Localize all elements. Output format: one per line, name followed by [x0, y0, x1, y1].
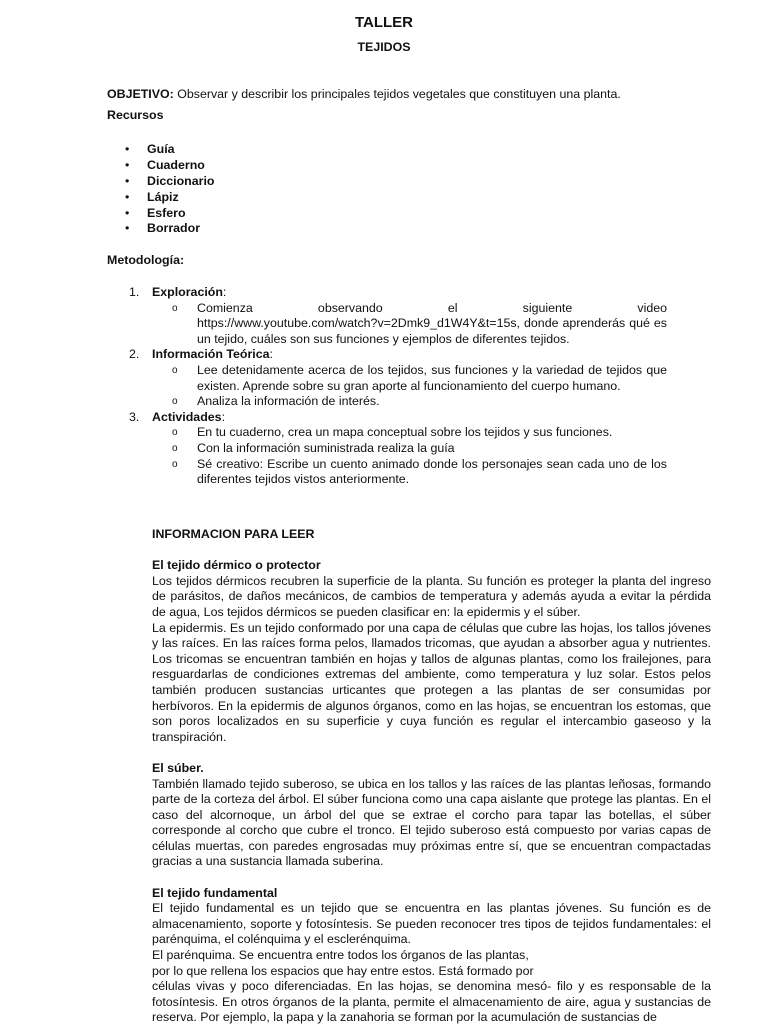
step-subitems — [152, 301, 667, 348]
step-activities — [107, 410, 667, 488]
resource-item: • Esfero — [107, 206, 214, 222]
step-suffix: : — [221, 409, 226, 424]
resource-item: • Diccionario — [107, 174, 214, 190]
step-number: 3. — [129, 409, 140, 424]
step-title: Información Teórica — [152, 347, 270, 362]
document-subtitle: TEJIDOS — [357, 40, 411, 54]
objective-paragraph — [107, 87, 727, 103]
suber-heading: El súber. — [152, 760, 204, 775]
step-suffix: : — [222, 285, 227, 299]
resource-item: • Lápiz — [107, 190, 214, 206]
step-theory — [107, 347, 667, 409]
resource-item: • Borrador — [107, 221, 214, 237]
epidermis-paragraph: La epidermis. Es un tejido conformado por una capa de células que cubre las hojas, los tallos jóvenes y las raíces. En las raíces forma pelos, llamados tricomas, que ayudan a absorber agua y nutrientes. Los tricomas se encuentran también en hojas y tallos de algunas plantas, como los frailejones, para resguardarlas de condiciones extremas del ambiente, como temperatura y luz solar. Estos pelos también producen sustancias urticantes que protegen a las plantas de ser consumidas por herbívoros. En la epidermis de algunos órganos, como en las hojas, se encuentran los estomas, que son poros localizados en su superficie y cuya función es regular el intercambio gaseoso y la transpiración. — [152, 620, 711, 744]
step-subitem — [152, 363, 667, 394]
step-title: Exploración — [152, 285, 223, 299]
fundamental-heading: El tejido fundamental — [152, 885, 278, 900]
step-subitem — [152, 457, 667, 488]
parenchyma-line: El parénquima. Se encuentra entre todos los órganos de las plantas, — [152, 948, 529, 963]
bullet-marker: o — [172, 396, 178, 408]
suber-paragraph: También llamado tejido suberoso, se ubica en los tallos y las raíces de las plantas leñosas, formando parte de la corteza del árbol. El súber funciona como una capa aislante que protege las plantas. En el caso del alcornoque, un árbol del que se extrae el corcho para tapar las botellas, el súber corresponde al corcho que cubre el tronco. El tejido suberoso está compuesto por varias capas de células muertas, con paredes engrosadas muy próximas entre sí, que se encuentran compactadas gracias a una sustancia llamada suberina. — [152, 776, 711, 869]
methodology-heading: Metodología: — [107, 253, 185, 267]
subitem-text: https://www.youtube.com/watch?v=2Dmk9_d1W4Y&t=15s, donde aprenderás qué es un tejido, cuáles son sus funciones y ejemplos de diferentes tejidos. — [197, 316, 667, 346]
bullet-marker: o — [172, 442, 178, 454]
step-exploration — [107, 285, 667, 347]
step-number: 1. — [129, 285, 140, 299]
subitem-text: En tu cuaderno, crea un mapa conceptual sobre los tejidos y sus funciones. — [197, 425, 613, 440]
subitem-text: Lee detenidamente acerca de los tejidos, sus funciones y la variedad de tejidos que existen. Aprende sobre su gran aporte al funcionamiento del cuerpo humano. — [197, 362, 667, 393]
subitem-first-line: Comienza observando el siguiente video — [197, 300, 667, 315]
step-number: 2. — [129, 347, 140, 362]
step-subitem — [152, 301, 667, 348]
parenchyma-line: por lo que rellena los espacios que hay entre estos. Está formado por — [152, 963, 534, 978]
bullet-marker: o — [172, 302, 178, 314]
step-subitems — [152, 425, 667, 487]
methodology-steps — [107, 285, 667, 488]
subitem-text: Con la información suministrada realiza la guía — [197, 440, 455, 455]
subitem-text: Analiza la información de interés. — [197, 394, 380, 409]
bullet-marker: o — [172, 458, 178, 470]
reading-title: INFORMACION PARA LEER — [152, 527, 315, 541]
resource-item: • Cuaderno — [107, 158, 214, 174]
bullet-marker: o — [172, 364, 178, 376]
resources-list — [107, 142, 214, 237]
fundamental-paragraph: El tejido fundamental es un tejido que se encuentra en las plantas jóvenes. Su función es de almacenamiento, soporte y fotosíntesis. Se pueden reconocer tres tipos de tejidos fundamentales: el parénquima, el colénquima y el esclerénquima. — [152, 901, 711, 947]
step-subitem — [152, 394, 667, 410]
subitem-text: Sé creativo: Escribe un cuento animado donde los personajes sean cada uno de los diferentes tejidos vistos anteriormente. — [197, 456, 667, 487]
parenchyma-paragraph: células vivas y poco diferenciadas. En las hojas, se denomina mesó- filo y es responsable de la fotosíntesis. En otros órganos de la planta, permite el almacenamiento de aire, agua y sustancias de reserva. Por ejemplo, la papa y la zanahoria se forman por la acumulación de sustancias de — [152, 979, 711, 1025]
step-suffix: : — [269, 347, 273, 362]
bullet-marker: o — [172, 427, 178, 439]
step-title: Actividades — [152, 409, 222, 424]
objective-text: Observar y describir los principales tejidos vegetales que constituyen una planta. — [173, 87, 621, 101]
step-subitem — [152, 441, 667, 457]
dermal-heading: El tejido dérmico o protector — [152, 558, 321, 573]
resource-item: • Guía — [107, 142, 214, 158]
step-subitems — [152, 363, 667, 410]
reading-section — [152, 527, 711, 1026]
step-subitem — [152, 425, 667, 441]
document-title: TALLER — [354, 14, 414, 31]
objective-label: OBJETIVO: — [107, 87, 174, 101]
dermal-paragraph: Los tejidos dérmicos recubren la superficie de la planta. Su función es proteger la planta del ingreso de parásitos, de daños mecánicos, de cambios de temperatura y además ayuda a evitar la pérdida de agua, Los tejidos dérmicos se pueden clasificar en: la epidermis y el súber. — [152, 573, 711, 619]
resources-heading: Recursos — [107, 108, 164, 122]
